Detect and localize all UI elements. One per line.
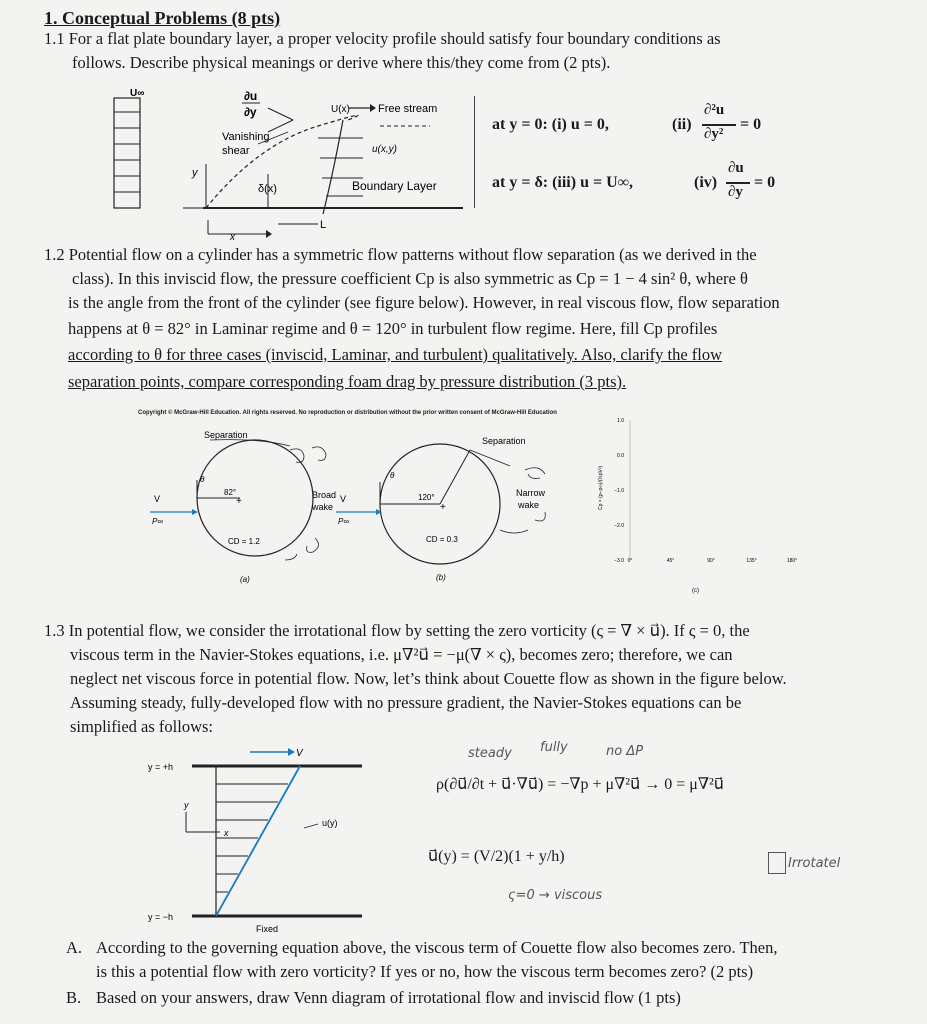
separation-b-label: Separation bbox=[482, 436, 526, 446]
bc-1: at y = 0: (i) u = 0, bbox=[492, 116, 609, 133]
couette-x-label: x bbox=[224, 828, 229, 838]
Pinf-label-a: P∞ bbox=[152, 517, 164, 526]
q12-line5: according to θ for three cases (inviscid, Laminar, and turbulent) qualitatively. Also, clarify the flow bbox=[68, 345, 723, 364]
angle-b-label: 120° bbox=[418, 493, 435, 502]
shear-label: shear bbox=[222, 145, 250, 157]
q11-line2: follows. Describe physical meanings or derive where this/they come from (2 pts). bbox=[72, 53, 611, 72]
hand-fully: fully bbox=[540, 740, 568, 755]
hand-note-viscous: ς=0 → viscous bbox=[508, 888, 603, 903]
angle-a-label: 82° bbox=[224, 488, 237, 497]
cd-a-label: CD = 1.2 bbox=[228, 537, 260, 546]
bc-2-rhs: = 0 bbox=[740, 116, 762, 133]
bc-4-rhs: = 0 bbox=[754, 174, 776, 191]
couette-V-label: V bbox=[296, 748, 303, 759]
bc-4-num: ∂u bbox=[728, 160, 744, 176]
linear-profile bbox=[216, 766, 300, 916]
qA-label: A. bbox=[66, 938, 83, 957]
boundary-layer-figure bbox=[108, 84, 468, 244]
narrow-label: Narrow bbox=[516, 488, 546, 498]
q12-line3: is the angle from the front of the cylinder (see figure below). However, in real viscous flow, flow separation bbox=[68, 293, 780, 312]
delta-label: δ(x) bbox=[258, 183, 277, 195]
y-tick-label: −1.0 bbox=[614, 488, 624, 494]
x-tick-label: 180° bbox=[786, 558, 798, 564]
fixed-label: Fixed bbox=[256, 924, 279, 934]
couette-y-label: y bbox=[184, 800, 189, 810]
uy-label: u(y) bbox=[322, 818, 338, 828]
qA-line2: is this a potential flow with zero vorticity? If yes or no, how the viscous term becomes zero? (2 pts) bbox=[96, 962, 754, 981]
q12-line4: happens at θ = 82° in Laminar regime and θ = 120° in turbulent flow regime. Here, fill Cp profiles bbox=[68, 319, 718, 338]
ns-equation: ρ(∂u⃗/∂t + u⃗·∇u⃗) = −∇p + μ∇²u⃗ → 0 = μ∇²u⃗ bbox=[436, 776, 724, 793]
qA-line1: According to the governing equation above, the viscous term of Couette flow also becomes zero. Then, bbox=[96, 938, 778, 957]
hand-irrot: Irrotatel bbox=[788, 856, 841, 871]
y-tick-label: 1.0 bbox=[617, 418, 624, 424]
hand-nodp: no ΔP bbox=[606, 744, 644, 759]
figure-b-label: (b) bbox=[436, 573, 446, 582]
Pinf-label-b: P∞ bbox=[338, 517, 350, 526]
ux-label: U(x) bbox=[331, 104, 350, 115]
cp-chart bbox=[596, 410, 796, 600]
svg-text:+: + bbox=[236, 496, 242, 507]
theta-label-a: θ bbox=[200, 475, 205, 484]
bc-2-den: ∂y² bbox=[704, 126, 724, 142]
bc-4-den: ∂y bbox=[728, 184, 743, 200]
couette-figure bbox=[140, 740, 380, 940]
cp-axis-label: Cp = (p−p∞)/(½ρV²) bbox=[598, 465, 604, 510]
x-tick-label: 90° bbox=[707, 558, 715, 564]
bc-separator bbox=[474, 96, 475, 208]
q11-line1: 1.1 For a flat plate boundary layer, a proper velocity profile should satisfy four boundary conditions as bbox=[44, 29, 721, 48]
dy-label: ∂y bbox=[244, 105, 257, 119]
x-tick-label: 45° bbox=[666, 558, 675, 564]
ymh-label: y = −h bbox=[148, 912, 174, 922]
q13-line4: Assuming steady, fully-developed flow with no pressure gradient, the Navier-Stokes equations can be bbox=[70, 693, 742, 712]
cylinder-figure bbox=[140, 420, 600, 590]
separation-a-label: Separation bbox=[204, 430, 248, 440]
copyright-notice: Copyright © McGraw-Hill Education. All rights reserved. No reproduction or distribution without the prior written consent of McGraw-Hill Education bbox=[138, 410, 557, 416]
q13-line1: 1.3 In potential flow, we consider the irrotational flow by setting the zero vorticity (ς = ∇ × u⃗). If ς = 0, the bbox=[44, 621, 750, 640]
wake-label-a: wake bbox=[312, 502, 334, 512]
hand-box bbox=[768, 852, 786, 874]
du-label: ∂u bbox=[244, 89, 258, 103]
q12-line6: separation points, compare corresponding foam drag by pressure distribution (3 pts). bbox=[68, 372, 627, 391]
chart-annotation: (c) bbox=[692, 588, 699, 594]
bc-3: at y = δ: (iii) u = U∞, bbox=[492, 174, 634, 191]
qB-line1: Based on your answers, draw Venn diagram of irrotational flow and inviscid flow (1 pts) bbox=[96, 988, 681, 1007]
yh-label: y = +h bbox=[148, 762, 174, 772]
svg-text:+: + bbox=[440, 502, 446, 513]
q13-line5: simplified as follows: bbox=[70, 717, 213, 736]
figure-a-label: (a) bbox=[240, 575, 250, 584]
u-inf-label: U∞ bbox=[130, 88, 145, 99]
y-tick-label: −3.0 bbox=[614, 558, 624, 564]
bc-2-label: (ii) bbox=[672, 116, 692, 133]
q12-line1: 1.2 Potential flow on a cylinder has a symmetric flow patterns without flow separation (as we derived in the bbox=[44, 245, 757, 264]
boundary-layer-label: Boundary Layer bbox=[352, 179, 437, 193]
y-axis-label: y bbox=[192, 167, 198, 179]
x-tick-label: 135° bbox=[746, 558, 757, 564]
x-label: x bbox=[230, 232, 235, 243]
L-label: L bbox=[320, 219, 327, 231]
couette-solution: u⃗(y) = (V/2)(1 + y/h) bbox=[428, 848, 565, 865]
bc-2-num: ∂²u bbox=[704, 102, 725, 118]
wake-label-b: wake bbox=[518, 500, 540, 510]
x-tick-label: 0° bbox=[627, 558, 633, 564]
vanishing-label: Vanishing bbox=[222, 131, 270, 143]
q13-line2: viscous term in the Navier-Stokes equations, i.e. μ∇²u⃗ = −μ(∇ × ς), becomes zero; therefore, we can bbox=[70, 645, 733, 664]
q12-line2: class). In this inviscid flow, the pressure coefficient Cp is also symmetric as Cp = 1 − 4 sin² θ, where θ bbox=[72, 269, 748, 288]
velocity-profile bbox=[323, 120, 343, 214]
V-label-b: V bbox=[340, 494, 347, 504]
uxy-label: u(x,y) bbox=[372, 144, 397, 155]
theta-label-b: θ bbox=[390, 471, 395, 480]
y-tick-label: −2.0 bbox=[614, 523, 624, 529]
free-stream-label: Free stream bbox=[378, 103, 438, 115]
broad-label: Broad bbox=[312, 490, 337, 500]
qB-label: B. bbox=[66, 988, 82, 1007]
section-title: 1. Conceptual Problems (8 pts) bbox=[44, 8, 281, 28]
bc-4-label: (iv) bbox=[694, 174, 718, 191]
y-tick-label: 0.0 bbox=[617, 453, 624, 459]
hand-steady: steady bbox=[468, 746, 512, 761]
q13-line3: neglect net viscous force in potential flow. Now, let’s think about Couette flow as shown in the figure below. bbox=[70, 669, 787, 688]
cd-b-label: CD = 0.3 bbox=[426, 535, 458, 544]
V-label-a: V bbox=[154, 494, 161, 504]
